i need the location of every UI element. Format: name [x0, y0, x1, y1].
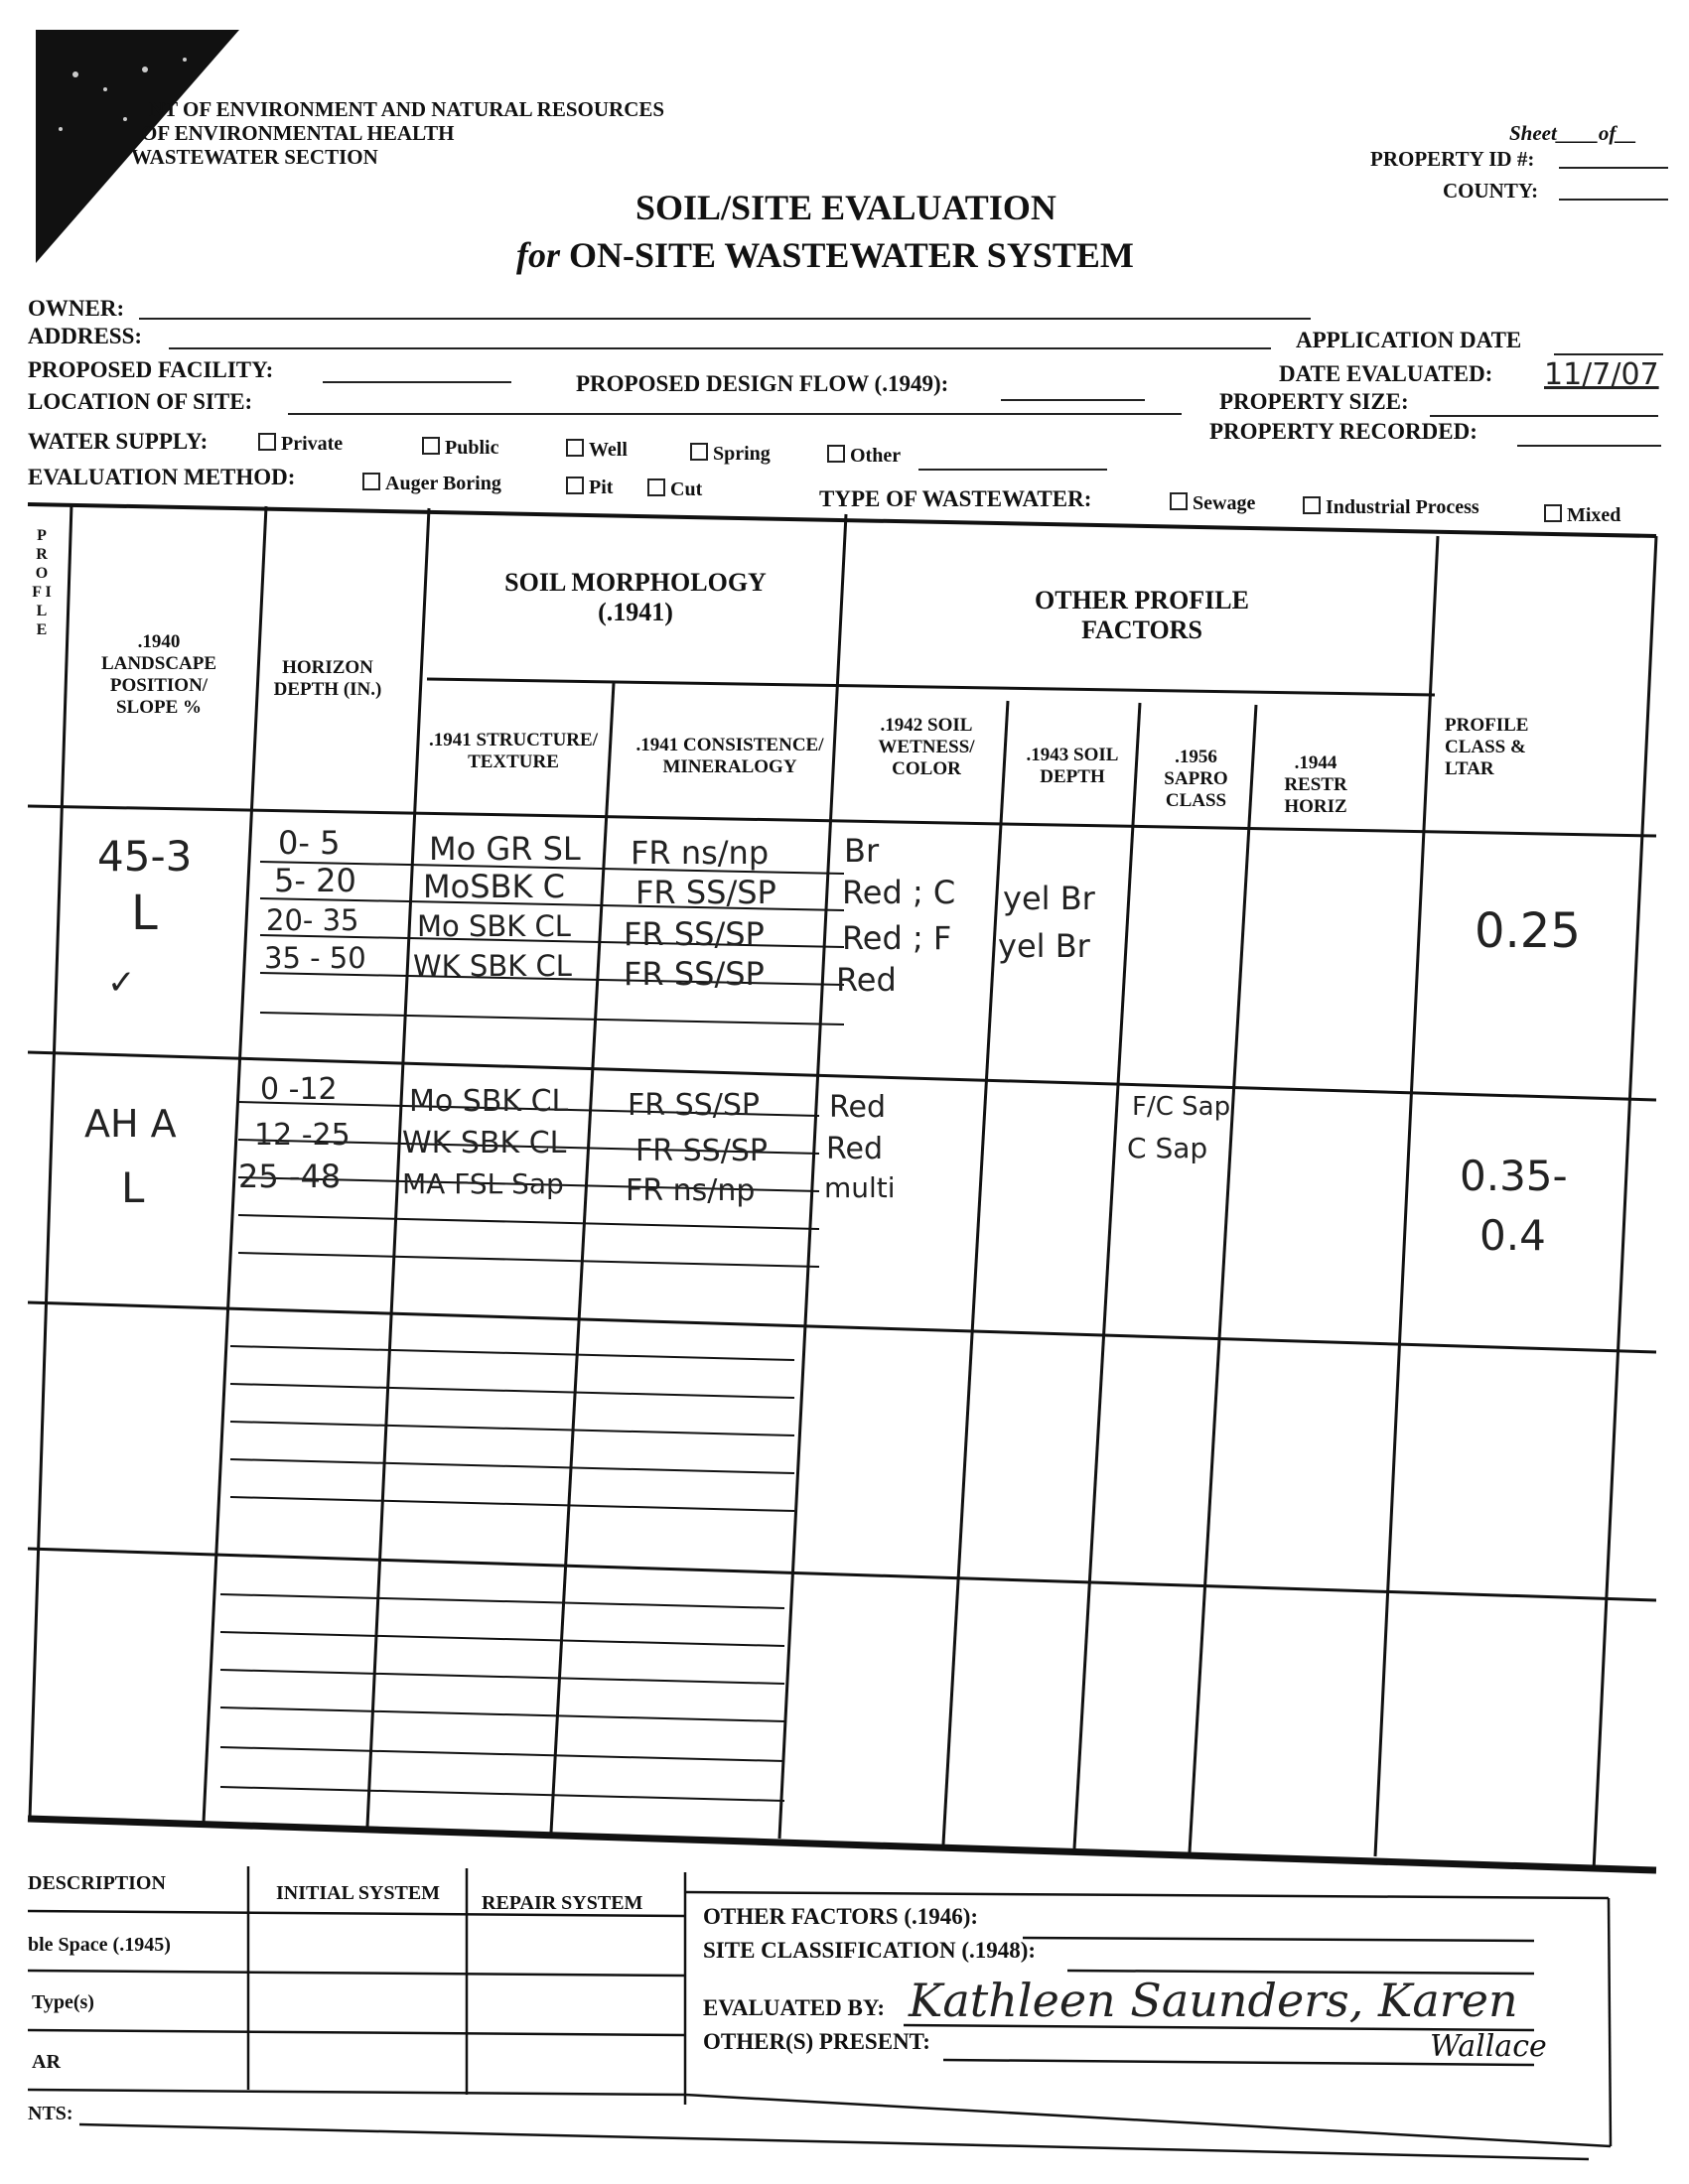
sapro-header: .1956 SAPRO CLASS: [1164, 747, 1228, 811]
profile-2-position[interactable]: L: [121, 1163, 145, 1212]
evaluated-by-value-2[interactable]: Wallace: [1430, 2029, 1547, 2064]
table-row[interactable]: Mo GR SL: [429, 830, 581, 868]
table-row[interactable]: MoSBK C: [423, 868, 565, 905]
others-present-label: OTHER(S) PRESENT:: [703, 2029, 930, 2054]
table-row[interactable]: FR SS/SP: [628, 1088, 760, 1123]
table-row[interactable]: WK SBK CL: [402, 1126, 567, 1160]
table-row[interactable]: FR SS/SP: [635, 1134, 768, 1168]
table-row[interactable]: 5- 20: [274, 862, 356, 899]
type-wastewater-label: TYPE OF WASTEWATER:: [819, 486, 1092, 511]
water-well-option[interactable]: Well: [566, 439, 628, 462]
profile-2-landscape[interactable]: AH A: [84, 1102, 177, 1146]
evaluated-by-label: EVALUATED BY:: [703, 1995, 885, 2020]
location-label: LOCATION OF SITE:: [28, 389, 253, 414]
address-label: ADDRESS:: [28, 324, 143, 348]
water-supply-label: WATER SUPPLY:: [28, 429, 209, 454]
table-row[interactable]: Mo SBK CL: [409, 1084, 569, 1119]
county-label: COUNTY:: [1443, 179, 1539, 203]
profile-1-position[interactable]: L: [131, 886, 158, 941]
table-row[interactable]: Red: [826, 1132, 883, 1166]
consistence-header: .1941 CONSISTENCE/ MINERALOGY: [635, 735, 824, 777]
wastewater-mixed-option[interactable]: Mixed: [1544, 504, 1620, 527]
water-public-option[interactable]: Public: [422, 437, 498, 460]
profile-1-check[interactable]: ✓: [107, 963, 136, 1003]
system-type-label: Type(s): [32, 1991, 94, 2013]
soil-morphology-header: SOIL MORPHOLOGY (.1941): [504, 568, 767, 626]
table-row[interactable]: 0- 5: [278, 824, 341, 862]
site-classification-label: SITE CLASSIFICATION (.1948):: [703, 1938, 1037, 1963]
wastewater-sewage-option[interactable]: Sewage: [1170, 492, 1255, 515]
sheet-label: Sheet____of__: [1509, 121, 1637, 145]
agency-line-1: NT OF ENVIRONMENT AND NATURAL RESOURCES: [149, 97, 665, 121]
property-recorded-label: PROPERTY RECORDED:: [1209, 419, 1478, 444]
description-label: DESCRIPTION: [28, 1872, 166, 1894]
comments-label: NTS:: [28, 2103, 73, 2124]
water-private-option[interactable]: Private: [258, 433, 343, 456]
table-row[interactable]: multi: [824, 1171, 896, 1204]
table-row[interactable]: Red: [829, 1090, 886, 1125]
repair-system-label: REPAIR SYSTEM: [482, 1892, 643, 1914]
table-row[interactable]: 25 -48: [238, 1158, 342, 1195]
structure-header: .1941 STRUCTURE/ TEXTURE: [429, 730, 598, 772]
form-subtitle: for ON-SITE WASTEWATER SYSTEM: [516, 235, 1134, 275]
evaluation-method-label: EVALUATION METHOD:: [28, 465, 296, 489]
agency-line-2: OF ENVIRONMENTAL HEALTH: [141, 121, 455, 145]
method-auger-option[interactable]: Auger Boring: [362, 473, 501, 495]
profile-1-ltar[interactable]: 0.25: [1475, 903, 1581, 959]
form-title: SOIL/SITE EVALUATION: [635, 188, 1056, 227]
profile-header: P R O F I L E: [32, 527, 52, 638]
table-row[interactable]: FR ns/np: [631, 834, 770, 872]
profile-2-ltar-line2[interactable]: 0.4: [1479, 1211, 1546, 1260]
other-factors-header: OTHER PROFILE FACTORS: [1035, 586, 1249, 644]
wetness-header: .1942 SOIL WETNESS/ COLOR: [878, 715, 975, 779]
table-row[interactable]: MA FSL Sap: [402, 1167, 564, 1200]
profile-class-header: PROFILE CLASS & LTAR: [1445, 715, 1529, 779]
table-row[interactable]: Mo SBK CL: [417, 909, 571, 943]
table-row[interactable]: FR ns/np: [626, 1173, 756, 1208]
soil-depth-header: .1943 SOIL DEPTH: [1026, 745, 1119, 787]
application-date-label: APPLICATION DATE: [1296, 328, 1522, 352]
table-row[interactable]: yel Br: [1003, 880, 1095, 917]
method-pit-option[interactable]: Pit: [566, 477, 613, 499]
table-row[interactable]: FR SS/SP: [624, 955, 765, 993]
date-evaluated-value[interactable]: 11/7/07: [1544, 357, 1659, 392]
initial-system-label: INITIAL SYSTEM: [276, 1882, 441, 1904]
table-row[interactable]: Red ; C: [842, 874, 956, 911]
horizon-header: HORIZON DEPTH (IN.): [273, 657, 382, 700]
table-row[interactable]: Br: [844, 832, 880, 870]
landscape-header: .1940 LANDSCAPE POSITION/ SLOPE %: [100, 631, 217, 718]
water-other-option[interactable]: Other: [827, 445, 901, 468]
table-row[interactable]: Red ; F: [842, 919, 952, 957]
proposed-facility-label: PROPOSED FACILITY:: [28, 357, 274, 382]
table-row[interactable]: 20- 35: [266, 903, 359, 937]
agency-line-3: WASTEWATER SECTION: [131, 145, 378, 169]
other-factors-label: OTHER FACTORS (.1946):: [703, 1904, 979, 1929]
property-size-label: PROPERTY SIZE:: [1219, 389, 1409, 414]
water-spring-option[interactable]: Spring: [690, 443, 771, 466]
ltar-label: AR: [32, 2051, 61, 2073]
table-row[interactable]: F/C Sap: [1132, 1092, 1231, 1122]
restr-header: .1944 RESTR HORIZ: [1284, 752, 1347, 817]
table-row[interactable]: 0 -12: [260, 1072, 338, 1107]
design-flow-label: PROPOSED DESIGN FLOW (.1949):: [576, 371, 949, 396]
owner-label: OWNER:: [28, 296, 125, 321]
evaluated-by-value[interactable]: Kathleen Saunders, Karen: [909, 1974, 1518, 2027]
method-cut-option[interactable]: Cut: [647, 478, 702, 501]
available-space-label: ble Space (.1945): [28, 1934, 171, 1956]
property-id-label: PROPERTY ID #:: [1370, 147, 1535, 171]
wastewater-industrial-option[interactable]: Industrial Process: [1303, 496, 1479, 519]
table-row[interactable]: 12 -25: [254, 1118, 351, 1153]
table-row[interactable]: FR SS/SP: [624, 915, 765, 953]
table-row[interactable]: FR SS/SP: [635, 874, 776, 911]
date-evaluated-label: DATE EVALUATED:: [1279, 361, 1493, 386]
profile-2-ltar-line1[interactable]: 0.35-: [1460, 1152, 1568, 1200]
profile-1-landscape[interactable]: 45-3: [97, 832, 193, 881]
table-row[interactable]: C Sap: [1127, 1132, 1208, 1164]
table-row[interactable]: Red: [836, 961, 897, 999]
table-row[interactable]: WK SBK CL: [413, 949, 572, 983]
table-row[interactable]: 35 - 50: [264, 941, 366, 975]
table-row[interactable]: yel Br: [998, 927, 1090, 965]
